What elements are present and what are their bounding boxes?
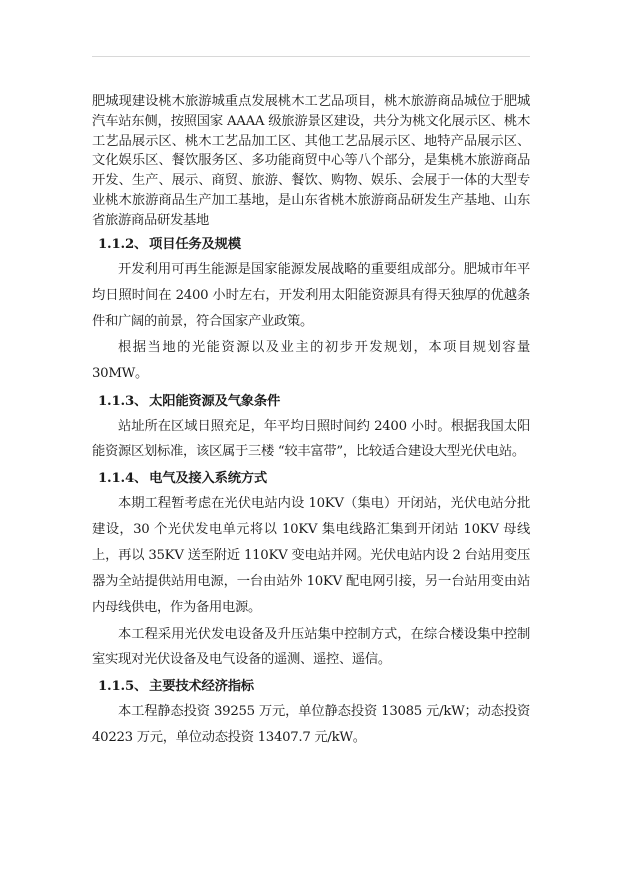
paragraph: 根据当地的光能资源以及业主的初步开发规划，本项目规划容量 30MW。	[92, 340, 530, 382]
section-number: 1.1.3、	[98, 393, 148, 409]
section-task-scale	[92, 235, 530, 388]
section-heading	[98, 469, 530, 488]
section-electrical-access	[92, 469, 530, 673]
section-heading	[98, 392, 530, 411]
section-number: 1.1.2、	[98, 236, 148, 252]
section-heading	[98, 677, 530, 696]
document-body	[92, 92, 530, 751]
paragraph: 站址所在区域日照充足，年平均日照时间约 2400 小时。根据我国太阳能资源区划标准，该区属于三楼 “较丰富带”，比较适合建设大型光伏电站。	[92, 418, 530, 460]
section-title: 项目任务及规模	[149, 236, 241, 252]
paragraph: 本期工程暂考虑在光伏电站内设 10KV（集电）开闭站，光伏电站分批建设，30 个光伏发电单元将以 10KV 集电线路汇集到开闭站 10KV 母线上，再以 35KV 送至附近 110KV 变电站并网。光伏电站内设 2 台站用变压器为全站提供站用电源，一台由站外 10KV 配电网引接，另一台站用变由站内母线供电，作为备用电源。	[92, 495, 530, 616]
section-solar-resource	[92, 392, 530, 465]
section-title: 主要技术经济指标	[149, 678, 254, 694]
section-number: 1.1.5、	[98, 678, 148, 694]
section-economic-indicators	[92, 677, 530, 751]
header-rule	[92, 56, 530, 57]
paragraph: 本工程静态投资 39255 万元，单位静态投资 13085 元/kW；动态投资 40223 万元，单位动态投资 13407.7 元/kW。	[92, 703, 530, 745]
intro-paragraph: 肥城现建设桃木旅游城重点发展桃木工艺品项目，桃木旅游商品城位于肥城汽车站东侧，按照国家 AAAA 级旅游景区建设，共分为桃文化展示区、桃木工艺品展示区、桃木工艺品加工区、其他工艺品展示区、地特产品展示区、文化娱乐区、餐饮服务区、多功能商贸中心等八个部分，是集桃木旅游商品开发、生产、展示、商贸、旅游、餐饮、购物、娱乐、会展于一体的大型专业桃木旅游商品生产加工基地，是山东省桃木旅游商品研发生产基地、山东省旅游商品研发基地	[92, 94, 530, 228]
section-number: 1.1.4、	[98, 470, 148, 486]
section-title: 太阳能资源及气象条件	[149, 393, 281, 409]
paragraph: 开发利用可再生能源是国家能源发展战略的重要组成部分。肥城市年平均日照时间在 2400 小时左右，开发利用太阳能资源具有得天独厚的优越条件和广阔的前景，符合国家产业政策。	[92, 261, 530, 329]
section-title: 电气及接入系统方式	[149, 470, 267, 486]
paragraph: 本工程采用光伏发电设备及升压站集中控制方式，在综合楼设集中控制室实现对光伏设备及电气设备的遥测、遥控、遥信。	[92, 626, 530, 668]
section-heading	[98, 235, 530, 254]
